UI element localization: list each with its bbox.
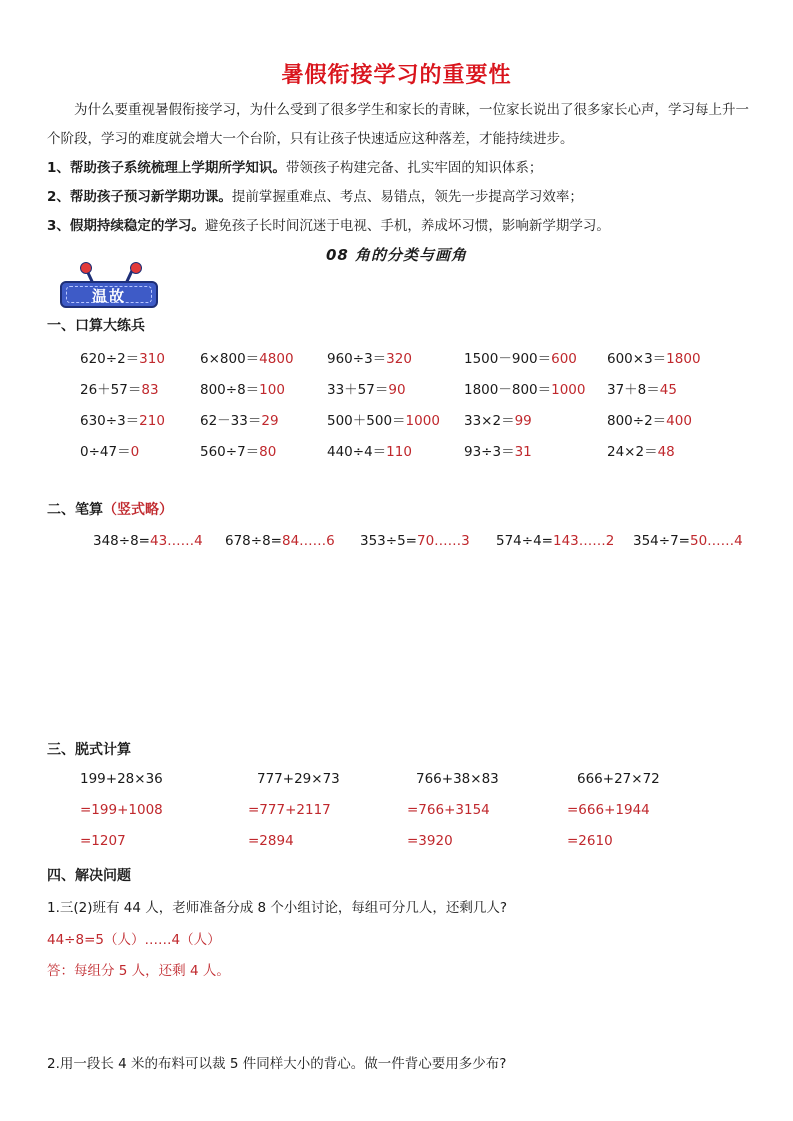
problem: 93÷3＝ (464, 444, 515, 460)
oral-calc-item (464, 378, 585, 398)
point-text: 提前掌握重难点、考点、易错点，领先一步提高学习效率； (231, 189, 583, 205)
oral-calc-item (464, 347, 577, 367)
section-heading-text: 二、笔算 (47, 502, 103, 518)
step-calc-question: 766+38×83 (416, 771, 499, 787)
section-heading: 四、解决问题 (47, 868, 131, 884)
problem-work: 44÷8=5（人）……4（人） (47, 932, 221, 948)
problem: 37＋8＝ (607, 382, 660, 398)
section-heading: 三、脱式计算 (47, 742, 131, 758)
oral-calc-item (80, 378, 159, 398)
problem: 33×2＝ (464, 413, 515, 429)
problem: 960÷3＝ (327, 351, 387, 367)
step-calc-question: 199+28×36 (80, 771, 163, 787)
badge-ball-left (80, 262, 92, 274)
answer: 0 (130, 444, 140, 460)
oral-calc-item (607, 347, 701, 367)
point-number: 1、 (47, 160, 70, 176)
step-calc-question: 666+27×72 (577, 771, 660, 787)
review-badge (58, 262, 162, 310)
answer: 83 (141, 382, 159, 398)
answer: 70……3 (416, 533, 470, 549)
answer: 100 (259, 382, 285, 398)
step-calc-line: =199+1008 (80, 802, 163, 818)
oral-calc-item (464, 409, 532, 429)
oral-calc-item (327, 378, 406, 398)
point-number: 2、 (47, 189, 70, 205)
answer: 48 (657, 444, 675, 460)
answer: 210 (139, 413, 165, 429)
problem: 33＋57＝ (327, 382, 389, 398)
written-calc-item (360, 533, 470, 549)
step-calc-line: =3920 (407, 833, 453, 849)
problem: 1500－900＝ (464, 351, 552, 367)
answer: 84……6 (281, 533, 335, 549)
problem: 6×800＝ (200, 351, 260, 367)
oral-calc-item (607, 409, 692, 429)
answer: 50……4 (689, 533, 743, 549)
problem: 62－33＝ (200, 413, 262, 429)
section-note: （竖式略） (103, 502, 173, 518)
point-text: 避免孩子长时间沉迷于电视、手机，养成坏习惯，影响新学期学习。 (204, 218, 610, 234)
problem: 560÷7＝ (200, 444, 260, 460)
answer: 1000 (551, 382, 586, 398)
problem: 353÷5= (360, 533, 417, 549)
point-heading: 帮助孩子系统梳理上学期所学知识。 (69, 160, 286, 176)
answer: 1800 (666, 351, 701, 367)
answer: 43……4 (149, 533, 203, 549)
oral-calc-item (80, 347, 165, 367)
page-title: 暑假衔接学习的重要性 (281, 63, 512, 88)
oral-calc-item (200, 347, 294, 367)
problem: 800÷8＝ (200, 382, 260, 398)
point-heading: 帮助孩子预习新学期功课。 (69, 189, 232, 205)
problem: 440÷4＝ (327, 444, 387, 460)
written-calc-item (225, 533, 335, 549)
problem-answer: 答：每组分 5 人，还剩 4 人。 (47, 963, 230, 979)
oral-calc-item (327, 347, 412, 367)
step-calc-line: =2894 (248, 833, 294, 849)
point-heading: 假期持续稳定的学习。 (69, 218, 205, 234)
problem-question: 1.三(2)班有 44 人，老师准备分成 8 个小组讨论，每组可分几人，还剩几人? (47, 900, 508, 916)
problem: 630÷3＝ (80, 413, 140, 429)
section-heading: 一、口算大练兵 (47, 318, 145, 334)
problem: 24×2＝ (607, 444, 658, 460)
badge-box (60, 281, 158, 308)
problem: 600×3＝ (607, 351, 667, 367)
answer: 400 (666, 413, 692, 429)
problem: 354÷7= (633, 533, 690, 549)
answer: 320 (386, 351, 412, 367)
problem: 678÷8= (225, 533, 282, 549)
oral-calc-item (200, 409, 279, 429)
step-calc-question: 777+29×73 (257, 771, 340, 787)
written-calc-item (633, 533, 743, 549)
intro-point (47, 154, 757, 183)
oral-calc-item (464, 440, 532, 460)
oral-calc-item (607, 440, 675, 460)
step-calc-line: =666+1944 (567, 802, 650, 818)
problem: 0÷47＝ (80, 444, 131, 460)
step-calc-line: =766+3154 (407, 802, 490, 818)
oral-calc-item (200, 378, 285, 398)
problem: 500＋500＝ (327, 413, 406, 429)
intro-point (47, 212, 757, 241)
problem: 348÷8= (93, 533, 150, 549)
oral-calc-item (327, 440, 412, 460)
point-text: 带领孩子构建完备、扎实牢固的知识体系； (285, 160, 543, 176)
problem: 800÷2＝ (607, 413, 667, 429)
oral-calc-item (327, 409, 440, 429)
answer: 1000 (405, 413, 440, 429)
intro-paragraph: 为什么要重视暑假衔接学习，为什么受到了很多学生和家长的青睐，一位家长说出了很多家长心声，学习每上升一个阶段，学习的难度就会增大一个台阶，只有让孩子快速适应这种落差，才能持续进步。 (47, 102, 749, 147)
step-calc-line: =1207 (80, 833, 126, 849)
answer: 80 (259, 444, 277, 460)
answer: 90 (388, 382, 406, 398)
step-calc-line: =777+2117 (248, 802, 331, 818)
written-calc-item (93, 533, 203, 549)
point-number: 3、 (47, 218, 70, 234)
answer: 45 (659, 382, 677, 398)
written-calc-item (496, 533, 614, 549)
lesson-title: 08 角的分类与画角 (325, 246, 468, 264)
answer: 600 (551, 351, 577, 367)
oral-calc-item (80, 409, 165, 429)
oral-calc-item (200, 440, 276, 460)
problem: 620÷2＝ (80, 351, 140, 367)
step-calc-line: =2610 (567, 833, 613, 849)
intro-block (47, 96, 757, 241)
answer: 29 (261, 413, 279, 429)
section-heading (47, 499, 173, 519)
answer: 31 (514, 444, 532, 460)
problem: 574÷4= (496, 533, 553, 549)
answer: 310 (139, 351, 165, 367)
intro-point (47, 183, 757, 212)
badge-label: 温故 (91, 287, 126, 305)
answer: 143……2 (552, 533, 615, 549)
answer: 110 (386, 444, 412, 460)
problem-question: 2.用一段长 4 米的布料可以裁 5 件同样大小的背心。做一件背心要用多少布? (47, 1056, 507, 1072)
problem: 26＋57＝ (80, 382, 142, 398)
problem: 1800－800＝ (464, 382, 552, 398)
oral-calc-item (607, 378, 677, 398)
answer: 99 (514, 413, 532, 429)
badge-ball-right (130, 262, 142, 274)
answer: 4800 (259, 351, 294, 367)
oral-calc-item (80, 440, 139, 460)
